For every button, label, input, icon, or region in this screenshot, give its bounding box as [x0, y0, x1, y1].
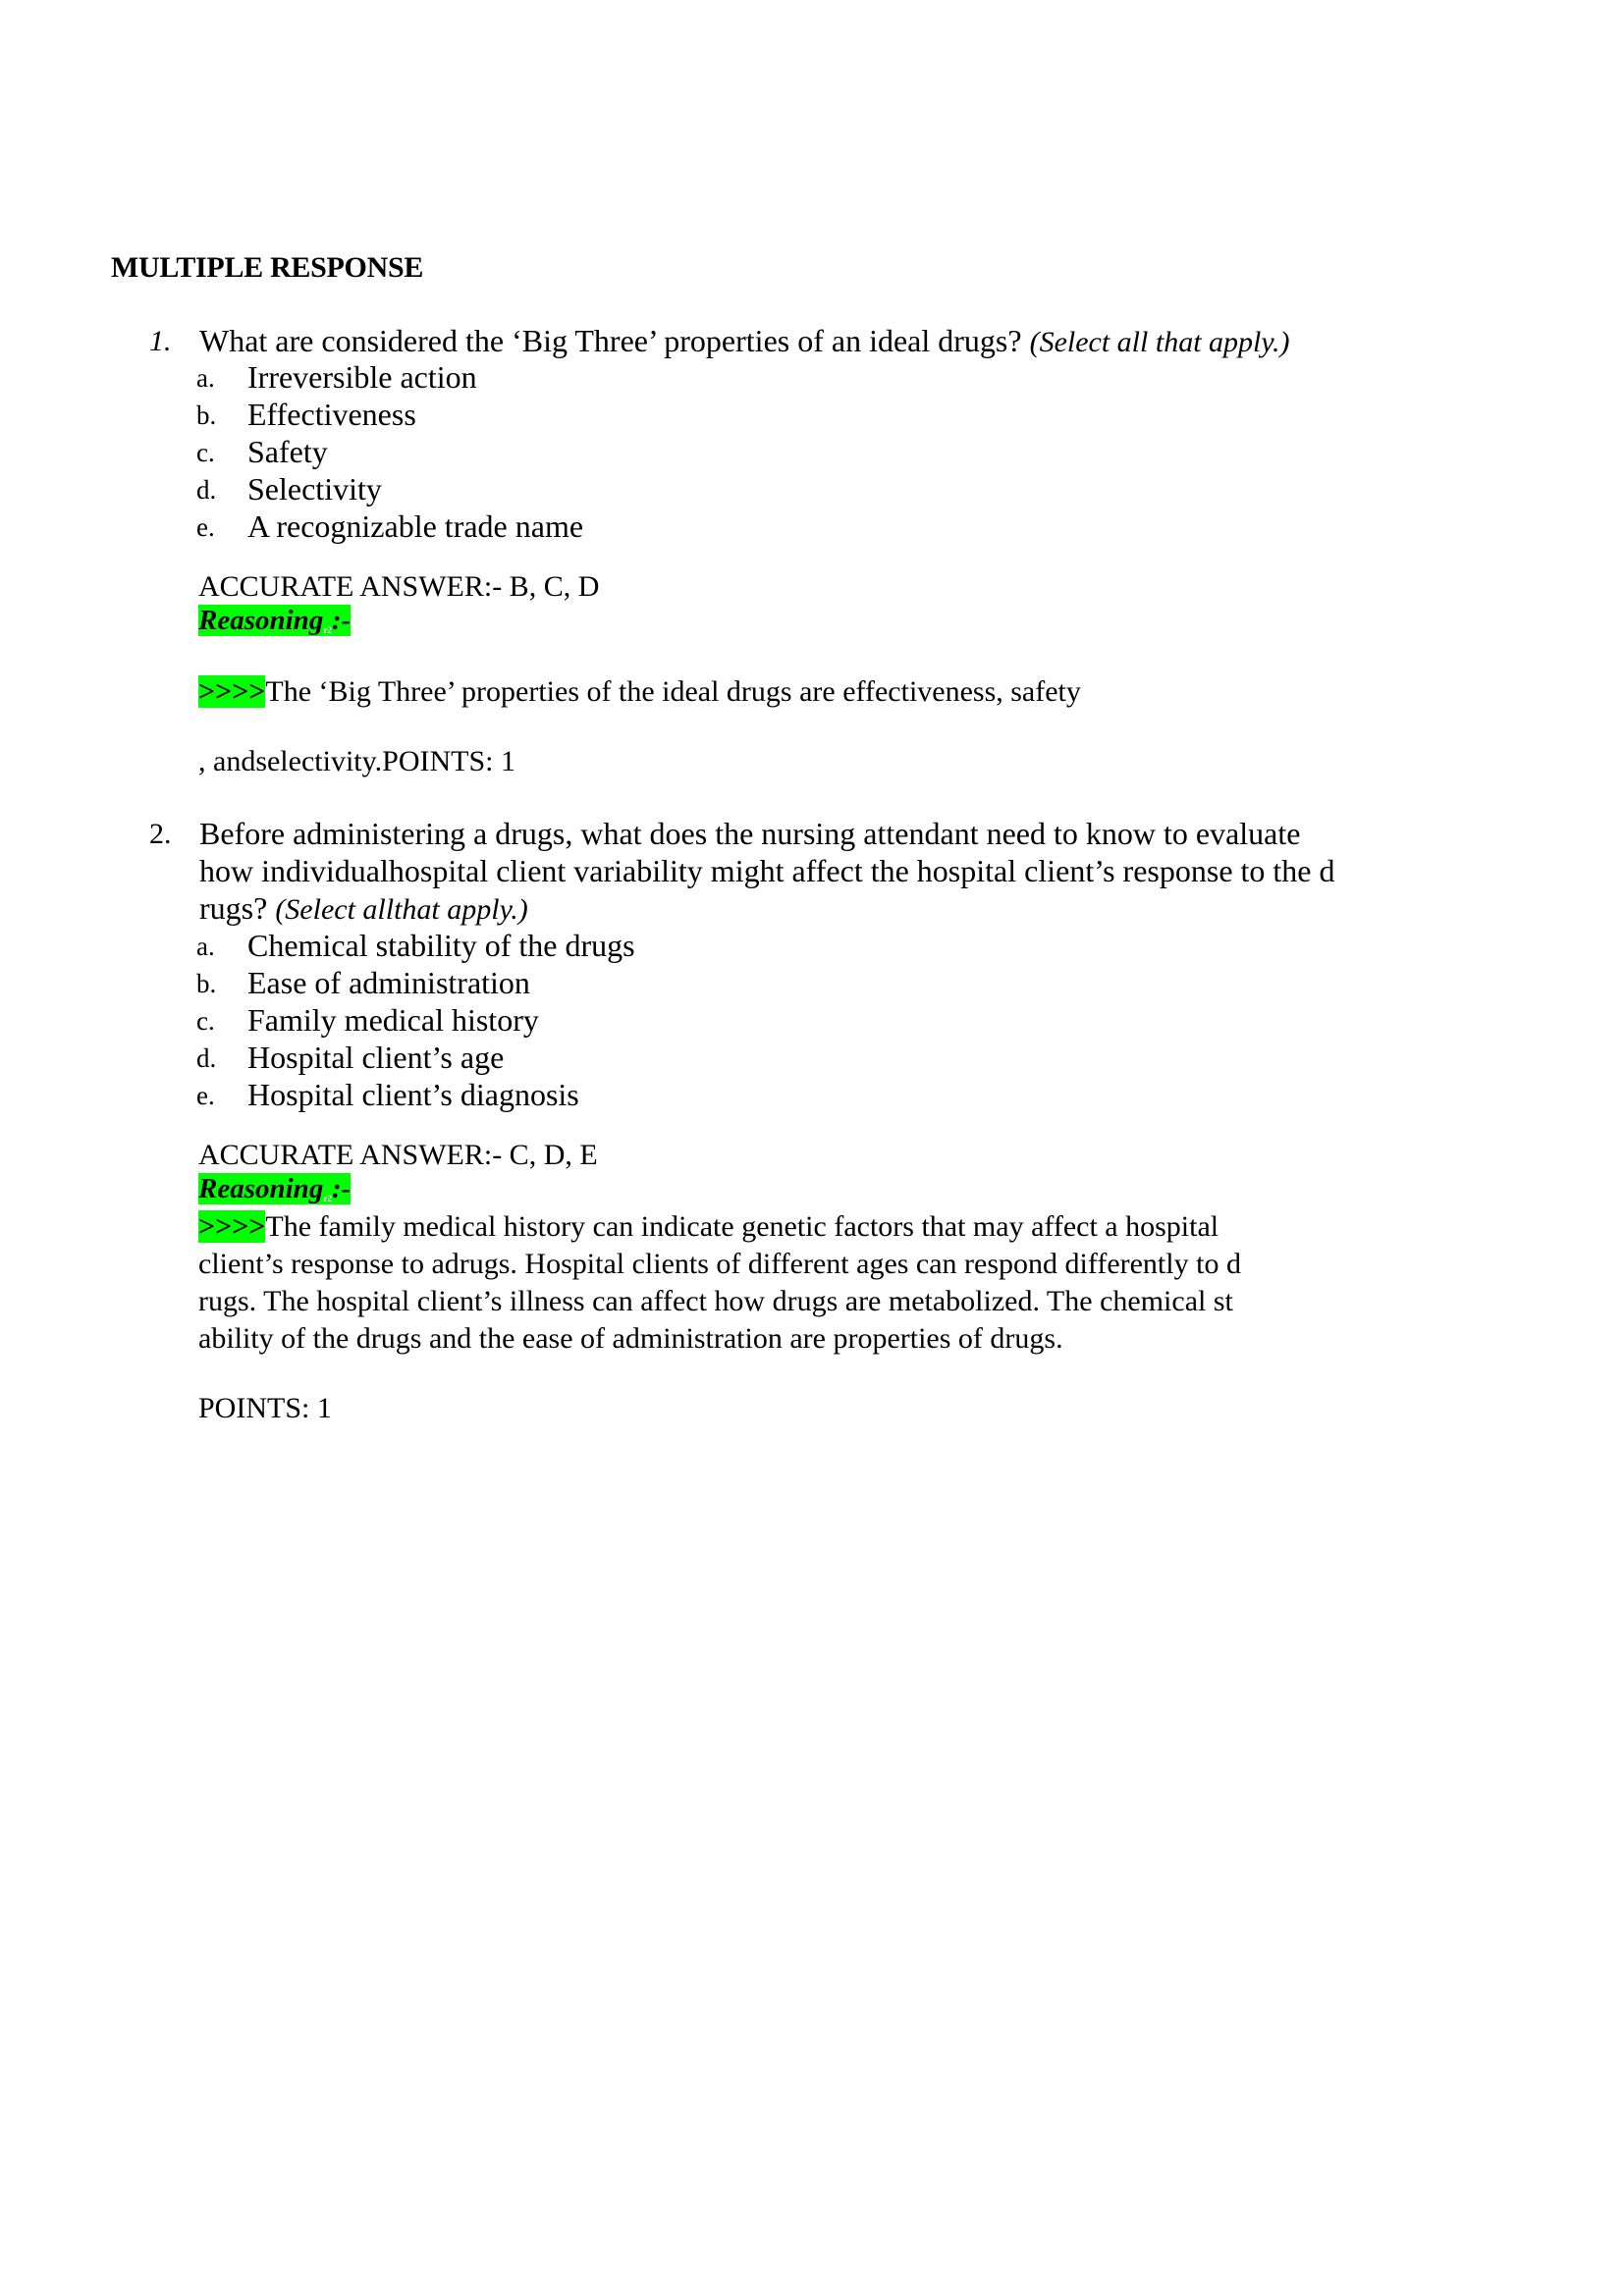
reasoning-text [198, 1208, 1218, 1246]
question-text-line: how individualhospital client variability might affect the hospital client’s response to the d [199, 853, 1335, 888]
reasoning-label-text: Reasoning [198, 1173, 324, 1204]
option-text: Selectivity [247, 471, 382, 507]
option-text: Hospital client’s diagnosis [247, 1077, 579, 1112]
option-letter: e. [196, 512, 215, 542]
option-letter: a. [196, 932, 215, 961]
reasoning-line: , andselectivity.POINTS: 1 [198, 745, 516, 777]
option-text: Chemical stability of the drugs [247, 928, 635, 963]
reasoning-subscript: r2 [323, 625, 332, 635]
question-number: 1. [149, 325, 172, 357]
reasoning-label [198, 603, 351, 648]
reasoning-suffix: :- [331, 605, 352, 636]
reasoning-subscript: r2 [323, 1194, 332, 1203]
option-letter: d. [196, 1043, 217, 1073]
question-text [199, 322, 1290, 361]
option-letter: b. [196, 400, 217, 430]
reasoning-highlight [198, 605, 351, 636]
option-text: Family medical history [247, 1002, 539, 1038]
arrow-marker: >>>> [198, 1210, 266, 1243]
reasoning-line: The family medical history can indicate genetic factors that may affect a hospital [265, 1210, 1219, 1243]
option-letter: e. [196, 1081, 215, 1110]
option-text: Irreversible action [247, 359, 477, 395]
reasoning-line: ability of the drugs and the ease of administration are properties of drugs. [198, 1322, 1063, 1355]
option-letter: d. [196, 475, 217, 505]
question-number: 2. [149, 818, 172, 850]
arrow-marker: >>>> [198, 675, 266, 708]
option-text: Effectiveness [247, 397, 416, 432]
reasoning-highlight [198, 1173, 351, 1204]
reasoning-suffix: :- [331, 1173, 352, 1204]
answer-line: ACCURATE ANSWER:- B, C, D [198, 570, 600, 603]
points-line: POINTS: 1 [198, 1392, 332, 1424]
option-text: Hospital client’s age [247, 1040, 505, 1075]
reasoning-line: rugs. The hospital client’s illness can affect how drugs are metabolized. The chemical st [198, 1285, 1233, 1317]
section-heading: MULTIPLE RESPONSE [111, 251, 424, 284]
option-text: A recognizable trade name [247, 508, 584, 544]
option-letter: b. [196, 969, 217, 998]
reasoning-label-text: Reasoning [198, 605, 324, 636]
option-letter: a. [196, 363, 215, 393]
question-stem-end: rugs? [199, 890, 268, 926]
option-text: Safety [247, 434, 328, 469]
option-letter: c. [196, 438, 215, 467]
reasoning-line: client’s response to adrugs. Hospital clients of different ages can respond differently to d [198, 1248, 1241, 1280]
question-text-line: Before administering a drugs, what does the nursing attendant need to know to evaluate [199, 816, 1301, 851]
option-text: Ease of administration [247, 965, 530, 1000]
option-letter: c. [196, 1006, 215, 1036]
question-text-line [199, 889, 528, 929]
question-instruction: (Select all that apply.) [1029, 326, 1290, 358]
answer-line: ACCURATE ANSWER:- C, D, E [198, 1139, 598, 1171]
reasoning-line: The ‘Big Three’ properties of the ideal drugs are effectiveness, safety [265, 675, 1081, 708]
reasoning-text [198, 673, 1081, 711]
question-instruction: (Select allthat apply.) [275, 893, 528, 926]
question-stem: What are considered the ‘Big Three’ properties of an ideal drugs? [199, 323, 1022, 358]
